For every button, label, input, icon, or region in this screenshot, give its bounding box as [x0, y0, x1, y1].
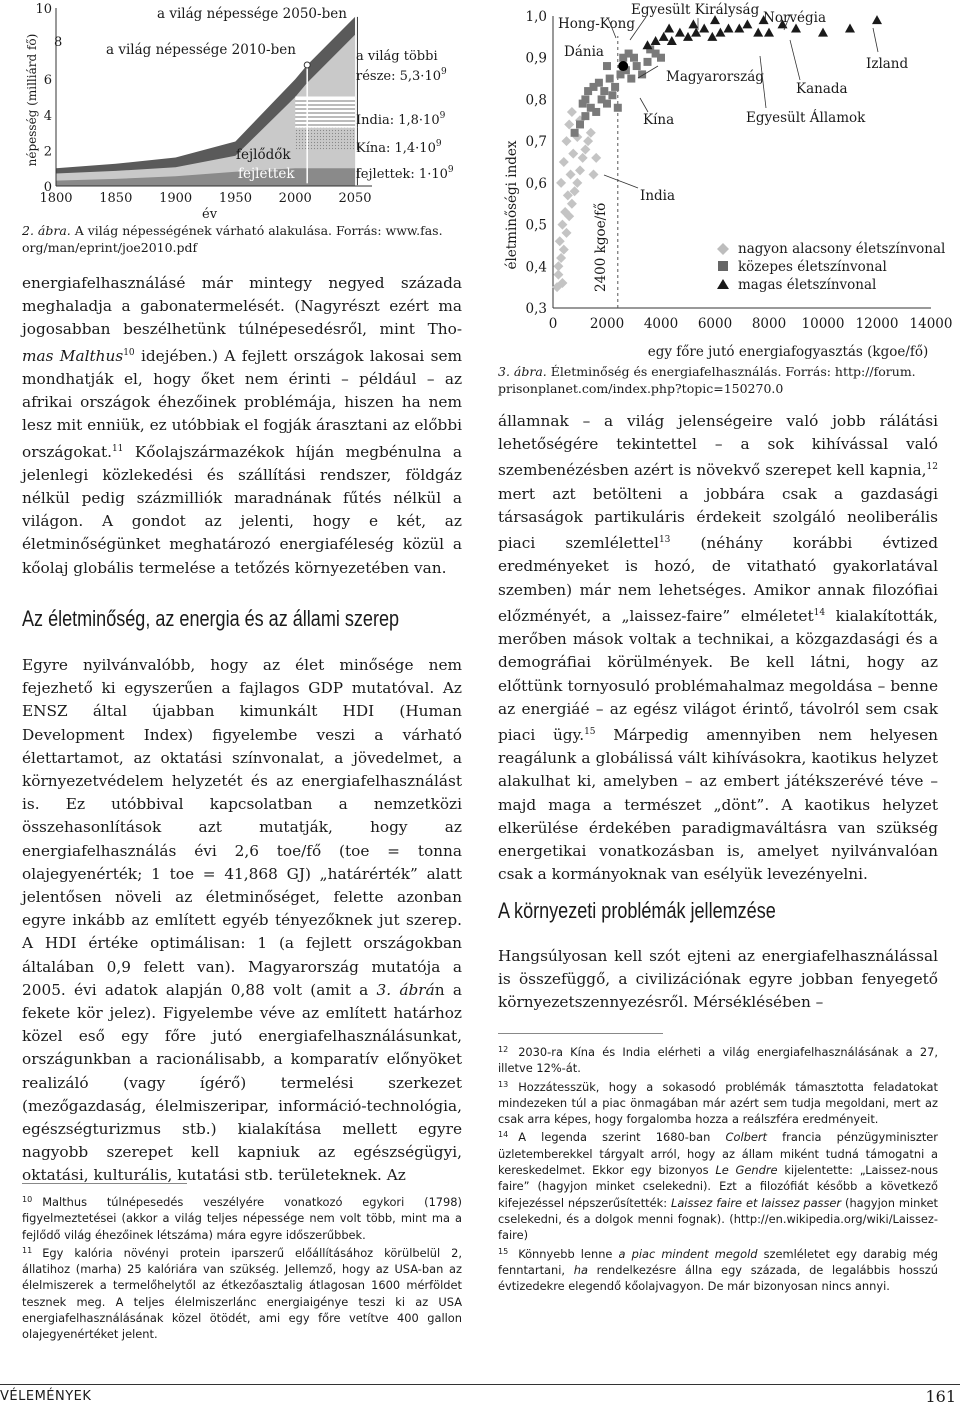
right-paragraph-1: államnak – a világ jelenségeire való jobb rálátási lehetőségére tekintettel – a sok kihívással való szembenézésben azért is növekvő szerepet kell kapnia,$^{12}$ mert azt betölteni a jobbára csak a gazdasági társaságok partikuláris érdekeit szolgáló neoliberális piaci szemlélettel$^{13}$ (néhány korábbi évtized eredményeket is hozó, de vitatható gyakorlatával szemben) már nem lehetséges. Amikor annak filozófiai előzményét, a „laissez-faire” elméletet$^{14}$ kialakították, merőben mások voltak a technikai, a közgazdasági és a demográfiai körülmények. Be kell látni, hogy az előttünk tornyosuló problémahalmaz megoldása – benne az energiáé – az egész világot érintő, távolról sem csak piaci ügy.$^{15}$ Márpedig amennyiben nem helyesen reagálunk a globálissá vált kihívásokra, kaotikus helyzet alakulhat ki, amelyben – az embert játékszerévé téve – majd maga a természet „dönt”. A kaotikus helyzet elkerülése érdekében paradigmaváltásra van szükség energetikai vonatkozásban is, amelyet nyilvánvalóan csak a kormányoknak van esélyük levezényelni.	[498, 412, 938, 884]
point-high	[753, 28, 763, 37]
point-high	[688, 19, 698, 28]
scatter-annotation: Dánia	[564, 44, 604, 60]
fig3-xtick: 6000	[697, 316, 733, 332]
point-mid	[606, 75, 614, 83]
footnote-14: $^{14}$ A legenda szerint 1680-ban Colbert francia pénzügyminiszter üzletemberekkel tárgyalt arról, hogy az állam miként tudná támogatni a kereskedelmet. Ekkor egy bizonyos Le Gendre kijelentette: „Laissez-nous faire” (hagyjon minket cselekedni). Ezt a filozófiát később a következő kifejezéssel népszerűsítették: Laissez faire et laissez passer (hagyjon minket cselekedni, és a dolgok menni fognak). (http://en.wikipedia.org/wiki/Laissez-faire)	[498, 1130, 939, 1243]
scatter-annotation: Izland	[866, 56, 909, 72]
legend-item-low: nagyon alacsony életszínvonal	[738, 241, 946, 257]
leader-line	[604, 175, 638, 188]
point-high	[818, 28, 828, 37]
point-high	[699, 24, 709, 33]
footnote-11: $^{11}$ Egy kalória növényi protein iparszerű előállításához körülbelül 2, állatihoz (marha) 25 kalóriára van szükség. Jellemző, hogy az USA-ban az élelmiszerek a termelőhelytől az étkezőasztalig átlagosan 1600 mérföldet tesznek meg. A teljes élelmiszerlánc energiaigénye teszi ki az USA energiafelhasználásának közel ötödét, ami egy főre vetítve 400 gallon olajegyenértéket jelent.	[22, 1245, 462, 1342]
point-high	[845, 24, 855, 33]
fig3-xtick: 14000	[909, 316, 953, 332]
point-low	[553, 261, 563, 271]
right-paragraph-2: Hangsúlyosan kell szót ejteni az energiafelhasználással is összefüggő, a civilizációnak egyre jobban fenyegető környezetszennyezésről. Mérséklésében –	[498, 947, 938, 1012]
point-low	[555, 236, 565, 246]
fig3-ytick: 0,5	[525, 217, 547, 234]
footnote-rule	[22, 1183, 187, 1184]
point-mid	[592, 108, 600, 116]
left-column-text-2	[22, 654, 462, 1188]
point-high	[872, 15, 882, 24]
footnote-13: $^{13}$ Hozzátesszük, hogy a sokasodó problémák támasztotta feladatokat mindezeken túl a piac önmagában már azért sem tudja megoldani, mert az csak arra képes, hogy forgalomba hozza a reálszféra eredményeit.	[498, 1079, 938, 1127]
fig2-ytick-4: 4	[43, 108, 52, 124]
legend-triangle-icon	[717, 279, 729, 289]
point-low	[556, 253, 566, 263]
point-low	[575, 165, 585, 175]
fig3-legend	[717, 241, 945, 293]
fig3-ytick: 0,3	[525, 301, 547, 317]
fig3-xlabel: egy főre jutó energiafogyasztás (kgoe/fő)	[647, 344, 929, 360]
figure-2	[22, 0, 462, 255]
point-low	[566, 170, 576, 180]
point-mid	[608, 91, 616, 99]
fig3-xtick: 10000	[801, 316, 845, 332]
point-mid	[576, 120, 584, 128]
point-hungary	[618, 61, 628, 71]
point-low	[578, 153, 588, 163]
point-mid	[603, 100, 611, 108]
fig2-ytick-0: 0	[43, 180, 52, 195]
point-low	[586, 128, 596, 138]
fig3-xtick: 12000	[855, 316, 899, 332]
fig3-ytick: 0,4	[525, 259, 547, 276]
leader-line	[873, 28, 878, 52]
fig2-xtick-1850: 1850	[99, 191, 133, 206]
figure-3-caption: 3. ábra. Életminőség és energiafelhasználás. Forrás: http://forum. prisonplanet.com/index.php?topic=150270.0	[498, 364, 916, 396]
label-2050: a világ népessége 2050-ben	[157, 6, 347, 22]
label-rest-2: része: $5,3\cdot 10^9$	[356, 67, 447, 84]
point-low	[568, 149, 578, 159]
fig2-ytick-8: 8	[54, 35, 63, 50]
india-block	[295, 97, 355, 127]
fig2-xtick-1800: 1800	[39, 191, 73, 206]
point-high	[742, 19, 752, 28]
left-paragraph-2: Egyre nyilvánvalóbb, hogy az élet minősége nem fejezhető ki egyszerűen a fajlagos GDP mutatóval. Az ENSZ által újabban kimunkált HDI (Human Development Index) figyelembe veszi a várható élettartamot, az oktatási színvonalat, a jövedelmet, a környezetvédelem helyzetét és az energiafelhasználást is. Ez utóbbival kapcsolatban a nemzetközi összehasonlítások azt mutatják, hogy az energiafelhasználás évi 2,6 toe/fő (toe = tonna olajegyenérték; 1 toe = 41,868 GJ) „határérték” alatt jelentősen növeli az életminőséget, felette azonban egyre inkább az említett egyéb tényezőknek jut szerep. A HDI értéke optimálisan: 1 (a fejlett országokban általában 0,9 felett van). Magyarország mutatója a 2005. évi adatok alapján 0,88 volt (amit a 3. ábrán a fekete kör jelez). Figyelembe véve az említett határhoz közel eső egy főre jutó energiafelhasználásunkat, országunkban a racionálisabb, a komparatív előnyöket realizáló (vagy ígérő) termelési szerkezet (mezőgazdaság, élelmiszeripar, információ-technológia, egészségturizmus stb.) kialakítása mellett egyre nagyobb szerepet kell kapniuk az egészségügyi, oktatási, kulturális, kutatási stb. területeknek. Az	[22, 656, 462, 1185]
fig3-ytick: 0,6	[525, 175, 547, 192]
right-column-text-2	[498, 945, 938, 1015]
journal-name: VÉLEMÉNYEK	[0, 1389, 92, 1404]
point-mid	[633, 62, 641, 70]
fig3-xtick: 4000	[643, 316, 679, 332]
point-low	[564, 119, 574, 129]
heading-quality-of-life: Az életminőség, az energia és az állami szerep	[22, 606, 400, 631]
fig3-ytick: 0,8	[525, 92, 547, 109]
figure-3	[498, 0, 953, 400]
quality-energy-chart	[498, 0, 960, 362]
label-2010: a világ népessége 2010-ben	[106, 42, 296, 58]
footnote-rule-right	[498, 1033, 663, 1034]
population-chart	[22, 0, 462, 222]
figure-2-caption: 2. ábra. A világ népességének várható alakulása. Forrás: www.fas. org/man/eprint/joe2010.pdf	[22, 223, 443, 255]
scatter-annotation: Egyesült Államok	[746, 110, 866, 126]
scatter-annotation: Kína	[643, 112, 675, 128]
point-mid	[581, 112, 589, 120]
point-high	[764, 28, 774, 37]
point-low	[562, 228, 572, 238]
label-developed: fejlettek: $1\cdot 10^9$	[356, 165, 454, 182]
point-low	[589, 170, 599, 180]
fig3-ytick: 0,9	[525, 50, 547, 67]
point-low	[572, 178, 582, 188]
label-rest-1: a világ többi	[356, 49, 438, 64]
point-mid	[627, 75, 635, 83]
label-india: India: $1,8\cdot 10^9$	[356, 111, 446, 128]
legend-item-mid: közepes életszínvonal	[738, 259, 887, 275]
point-mid	[595, 79, 603, 87]
label-china: Kína: $1,4\cdot 10^9$	[356, 139, 442, 156]
point-mid	[644, 58, 652, 66]
fig2-ytick-2: 2	[43, 144, 52, 160]
scatter-annotation: India	[640, 188, 676, 204]
point-mid	[630, 54, 638, 62]
fig3-ytick: 1,0	[525, 9, 547, 25]
point-mid	[657, 54, 665, 62]
point-low	[556, 178, 566, 188]
right-column-text	[498, 410, 938, 886]
fig2-xtick-1950: 1950	[218, 191, 252, 206]
fig3-ylabel: életminőségi index	[504, 140, 520, 270]
leader-line	[640, 98, 648, 112]
scatter-annotation: Magyarország	[666, 69, 764, 85]
footnote-12: $^{12}$ 2030-ra Kína és India elérheti a világ energiafelhasználásának a 27, illetve 12%-át.	[498, 1045, 938, 1076]
label-developing: fejlődők	[236, 147, 291, 163]
page-number: 161	[925, 1387, 956, 1406]
scatter-annotation: Hong-Kong	[558, 16, 635, 32]
legend-diamond-icon	[717, 243, 729, 255]
fig3-ytick: 0,7	[525, 134, 547, 151]
point-mid	[581, 95, 589, 103]
point-low	[567, 107, 577, 117]
left-column-text	[22, 272, 462, 580]
fig2-ytick-10: 10	[35, 2, 52, 17]
fig2-xlabel: év	[202, 207, 218, 222]
scatter-annotation: Kanada	[796, 81, 848, 97]
fig2-ylabel: népesség (milliárd fő)	[25, 33, 39, 167]
marker-2010-dot	[304, 62, 310, 68]
legend-item-high: magas életszínvonal	[738, 277, 877, 293]
page-footer	[0, 1384, 960, 1406]
legend-square-icon	[718, 261, 728, 271]
heading-environmental-problems: A környezeti problémák jellemzése	[498, 898, 776, 923]
point-low	[559, 245, 569, 255]
fig2-ytick-6: 6	[43, 73, 52, 89]
china-block	[295, 127, 355, 150]
fig3-xtick: 8000	[751, 316, 787, 332]
leader-line	[790, 40, 800, 80]
point-low	[567, 199, 577, 209]
fig2-xtick-1900: 1900	[159, 191, 193, 206]
left-paragraph-1: energiafelhasználásé már mintegy negyed százada meghaladja a gabonatermelését. (Nagyrészt ezért ma jogosabban beszélhetünk túlnépesedésről, mint Tho- mas Malthus$^{10}$ idejében.) A fejlett országok lakosai sem mondhatják el, hogy őket nem érinti – például – az afrikai országok éhezőinek problémája, hiszen ha nem lesz mit enniük, ez utóbbiak el fogják árasztani az előbbi országokat.$^{11}$ Kőolajszármazékok híján megbénulna a jelenlegi közlekedési és szállítási rendszer, földgáz nélkül pedig százmilliók maradnának fűtés nélkül a világon. A gondot az jelenti, hogy e két, az életminőségünket meghatározó energiaféleség közül a kőolaj globális termelése a tetőzés környezetében van.	[22, 274, 463, 577]
scatter-annotation: Egyesült Királyság	[631, 2, 760, 18]
footnote-15: $^{15}$ Könnyebb lenne a piac mindent megold szemléletet egy darabig még fenntartani, ha rendelkezésre állna egy százada, de legalábbis hosszú évtizedekre elegendő kőolajvagyon. De már bizonyosan nincs annyi.	[498, 1246, 938, 1294]
footnote-10: $^{10}$ Malthus túlnépesedés veszélyére vonatkozó egykori (1798) figyelmeztetései (akkor a világ teljes népessége nem volt több, mint ma a fejlődő világ éhezőinek létszáma) mára egyre időszerűbbek.	[22, 1195, 462, 1242]
point-mid	[600, 87, 608, 95]
point-low	[557, 220, 567, 230]
point-low	[559, 157, 569, 167]
point-low	[580, 144, 590, 154]
point-mid	[611, 83, 619, 91]
threshold-label: 2400 kgoe/fő	[593, 202, 609, 292]
point-low	[583, 136, 593, 146]
point-high	[675, 28, 685, 37]
point-high	[659, 32, 669, 41]
label-developed-area: fejlettek	[238, 166, 295, 182]
point-low	[591, 153, 601, 163]
fig3-xtick: 0	[548, 316, 558, 332]
fig2-xtick-2000: 2000	[278, 191, 312, 206]
left-footnotes	[22, 1183, 462, 1343]
scatter-annotation: Norvégia	[763, 10, 827, 26]
point-mid	[614, 104, 622, 112]
fig2-xtick-2050: 2050	[338, 191, 372, 206]
point-low	[562, 136, 572, 146]
point-high	[724, 24, 734, 33]
fig3-xtick: 2000	[589, 316, 625, 332]
point-mid	[571, 129, 579, 137]
point-high	[664, 24, 674, 33]
right-footnotes	[498, 1033, 938, 1294]
point-mid	[603, 62, 611, 70]
